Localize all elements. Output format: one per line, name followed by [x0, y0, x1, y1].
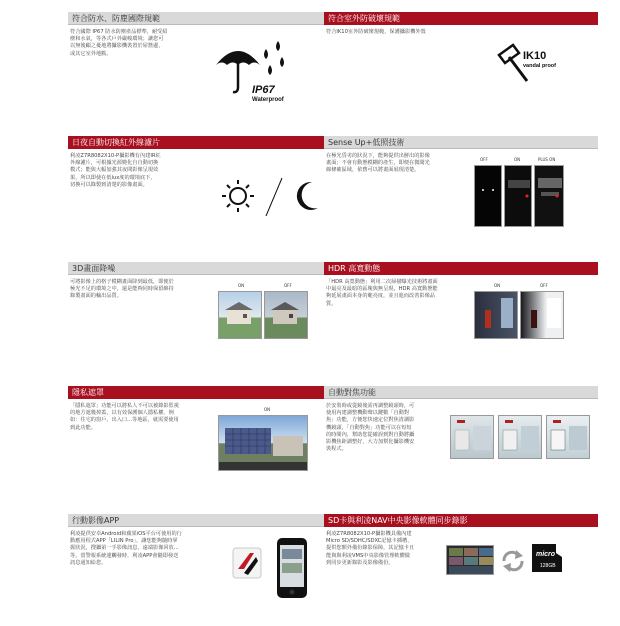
panel-senseup	[324, 136, 598, 248]
dnr-on-image	[218, 291, 262, 339]
panel-title: 隱私遮罩	[68, 386, 342, 399]
compare-label: PLUS ON	[538, 157, 556, 162]
compare-label: ON	[514, 157, 521, 162]
senseup-plus-image	[534, 165, 564, 227]
privacy-mask-image	[218, 415, 308, 471]
day-night-icon	[218, 174, 338, 224]
panel-text: 於安裝時或從鏡後需再調整鏡頭時，可 使用內建調整機動聲以鍵數「自動對 焦」功能，方便您快速定位對焦清調影 機鏡頭，「自動對焦」功能可以在短短 的時間內，幫助您從確誤到對自動將攝 影機焦距調整好，大力加幫化攝影機安 裝程式。	[326, 403, 415, 453]
panel-sdcard	[324, 514, 598, 626]
umbrella-ip67-icon	[208, 35, 328, 115]
panel-app	[68, 514, 342, 626]
compare-label: ON	[264, 407, 271, 412]
ip67-code: IP67	[252, 84, 275, 96]
lilin-app-icon	[232, 547, 262, 579]
panel-title: 符合室外防破壞規範	[324, 12, 598, 25]
focus-before-image	[450, 415, 494, 459]
panel-title: 日夜自動切換紅外線濾片	[68, 136, 342, 149]
compare-label: OFF	[284, 283, 292, 288]
panel-text: 利凌提供安卓Android和蘋果iOS平台可使用的行 動應用程式APP「LILIN Pro」，讓您能夠隨時掌 握狀況，搜攝第一手影像訊息，遠端影像回放... 等。當警報系統連觸發時，利凌APP會隨即發送 訊息通知給您。	[70, 531, 182, 566]
panel-text: 符合IK10室外防破壞規範，保護攝影機外殼	[326, 29, 426, 35]
panel-waterproof	[68, 12, 342, 124]
panel-hdr	[324, 262, 598, 374]
card-capacity: 128GB	[540, 563, 556, 569]
panel-text: 利凌Z7R8082X10-P攝影機具備內建 Micro SD/SDHC/SDXC記憶卡插槽， 提供您額外備份錄影保障，其記憶卡且 能與與利凌VMS中央影像管理軟體做 到同步更新錄影及影像備份。	[326, 531, 415, 566]
compare-label: ON	[238, 283, 245, 288]
panel-title: 3D畫面降噪	[68, 262, 342, 275]
ik10-word: vandal proof	[523, 63, 557, 69]
compare-label: OFF	[540, 283, 548, 288]
card-brand: micro	[536, 551, 556, 558]
panel-dnr	[68, 262, 342, 374]
sync-icon	[500, 549, 526, 573]
panel-title: 自動對焦功能	[324, 386, 598, 399]
panel-title: HDR 高寬動態	[324, 262, 598, 275]
ip67-word: Waterproof	[252, 97, 284, 103]
focus-mid-image	[498, 415, 542, 459]
vms-screen-image	[446, 545, 494, 575]
compare-label: OFF	[480, 157, 488, 162]
dnr-off-image	[264, 291, 308, 339]
hdr-off-image	[520, 291, 564, 339]
panel-text: 「HDR 高寬動態」利用二次掃描曝光技術將畫面 中最亮及最暗的區塊與無呈現，HDR 高寬動態能 夠延展畫面本身的範亮度，並且進而改善影像品 質。	[326, 279, 438, 307]
hammer-ik10-icon	[479, 41, 589, 101]
ik10-code: IK10	[523, 50, 547, 62]
panel-vandal	[324, 12, 598, 124]
panel-title: SD卡與利凌NAV中央影像軟體同步錄影	[324, 514, 598, 527]
panel-focus	[324, 386, 598, 498]
hdr-on-image	[474, 291, 518, 339]
panel-text: 在極光昏劣的狀況下，能夠提供出鮮出的影像 畫面；不會有動態模糊的產生，即便在微聞光 線條確區域，依舊可以將畫面展現清楚。	[326, 153, 430, 174]
senseup-on-image	[504, 165, 532, 227]
smartphone-icon	[276, 537, 308, 599]
panel-text: 可將影像上的格子模糊畫面降到最低，即便於 極光不足的環境之中，還是能夠同時保留維持 錄製畫面的輸出品質。	[70, 279, 174, 300]
panel-text: 「隱私遮罩」功能可以將私人不可以被錄影監視 的地方遮幾掉蓋，以有效保護個人隱私權。例 如：住宅的窗戶、出入口...等地區，就需要使用 到此功能。	[70, 403, 179, 431]
panel-text: 符合國際 IP67 防水防塵產品標準，耐受紹 塵和水氣，等各式戶外嚴峻環境；讓您可 以無後顧之憂地將攝影機裝置於屋簷邊， 或其它室外地點。	[70, 29, 168, 57]
focus-after-image	[546, 415, 590, 459]
senseup-off-image	[474, 165, 502, 227]
panel-title: 符合防水、防塵國際規範	[68, 12, 342, 25]
panel-daynight	[68, 136, 342, 248]
panel-text: 利凌Z7R8082X10-P攝影機有內建IR紅 外線濾片，可根據光源變化自自動切換 模式；能與大幅加強其夜間影像呈現效 果，所以即使在低lux度的環境底下， 切換可以錄製到清楚的影像畫面。	[70, 153, 161, 188]
panel-title: 行動影像APP	[68, 514, 342, 527]
compare-label: ON	[494, 283, 501, 288]
microsd-card-icon	[530, 543, 564, 573]
panel-title: Sense Up+低照技術	[324, 136, 598, 149]
panel-privacy	[68, 386, 342, 498]
